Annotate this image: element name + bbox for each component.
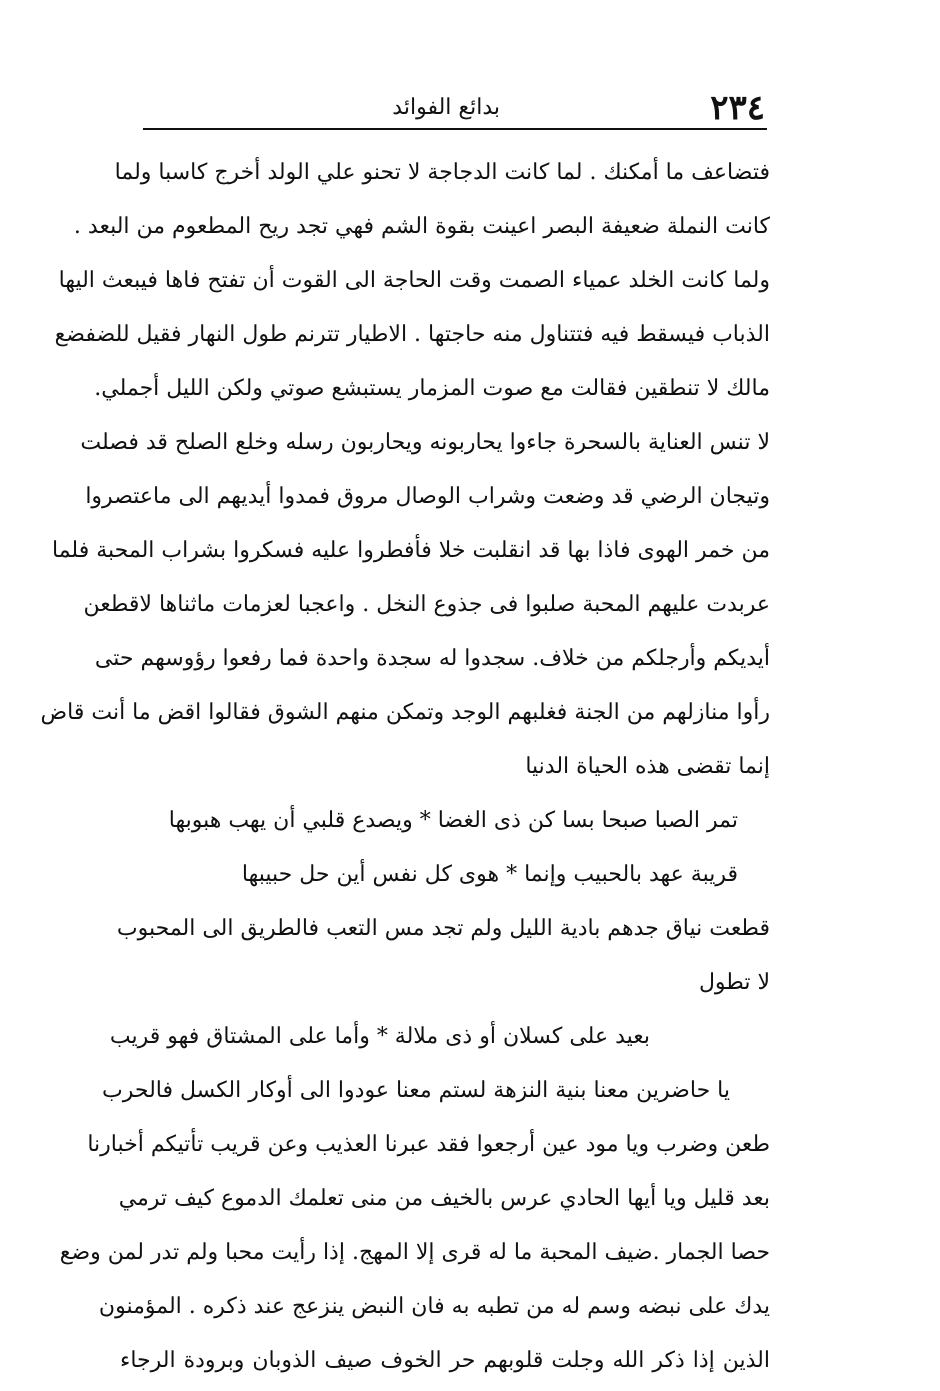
text-line: الذين إذا ذكر الله وجلت قلوبهم حر الخوف صيف الذوبان وبرودة الرجاء [120, 1348, 770, 1373]
text-line: رأوا منازلهم من الجنة فغلبهم الوجد وتمكن منهم الشوق فقالوا اقض ما أنت قاض [40, 700, 770, 725]
text-line: لا تنس العناية بالسحرة جاءوا يحاربونه ويحاربون رسله وخلع الصلح قد فصلت [80, 430, 770, 455]
text-line: الذباب فيسقط فيه فتتناول منه حاجتها . الاطيار تترنم طول النهار فقيل للضفضع [54, 322, 770, 347]
text-line: فتضاعف ما أمكنك . لما كانت الدجاجة لا تحنو علي الولد أخرج كاسبا ولما [114, 160, 770, 185]
text-line: كانت النملة ضعيفة البصر اعينت بقوة الشم فهي تجد ريح المطعوم من البعد . [73, 214, 770, 239]
page-number: ٢٣٤ [710, 88, 765, 128]
running-title: بدائع الفوائد [392, 95, 500, 120]
text-line: لا تطول [698, 970, 770, 995]
text-line: عربدت عليهم المحبة صلبوا فى جذوع النخل . واعجبا لعزمات ماثناها لاقطعن [83, 592, 770, 617]
text-line: بعد قليل ويا أيها الحادي عرس بالخيف من منى تعلمك الدموع كيف ترمي [118, 1186, 770, 1211]
verse-block [109, 794, 770, 1064]
text-line: إنما تقضى هذه الحياة الدنيا [525, 754, 770, 779]
header-rule [143, 128, 767, 130]
text-line: مالك لا تنطقين فقالت مع صوت المزمار يستبشع صوتي ولكن الليل أجملي. [94, 376, 770, 401]
prose-block-2 [59, 1064, 770, 1388]
verse-line: بعيد على كسلان أو ذى ملالة * وأما على المشتاق فهو قريب [109, 1024, 650, 1049]
text-line: حصا الجمار .ضيف المحبة ما له قرى إلا المهج. إذا رأيت محبا ولم تدر لمن وضع [59, 1240, 770, 1265]
verse-line: تمر الصبا صبحا بسا كن ذى الغضا * ويصدع قلبي أن يهب هبوبها [168, 808, 738, 833]
text-line: ولما كانت الخلد عمياء الصمت وقت الحاجة الى القوت أن تفتح فاها فيبعث اليها [58, 268, 770, 293]
prose-block-1 [40, 146, 770, 794]
text-line: يدك على نبضه وسم له من تطبه به فان النبض ينزعج عند ذكره . المؤمنون [98, 1294, 770, 1319]
text-line: طعن وضرب ويا مود عين أرجعوا فقد عبرنا العذيب وعن قريب تأتيكم أخبارنا [87, 1132, 770, 1157]
text-line: قطعت نياق جدهم بادية الليل ولم تجد مس التعب فالطريق الى المحبوب [116, 916, 770, 941]
text-line: يا حاضرين معنا بنية النزهة لستم معنا عودوا الى أوكار الكسل فالحرب [102, 1078, 730, 1103]
text-line: من خمر الهوى فاذا بها قد انقلبت خلا فأفطروا عليه فسكروا بشراب المحبة فلما [52, 538, 770, 563]
verse-line: قريبة عهد بالحبيب وإنما * هوى كل نفس أين حل حبيبها [241, 862, 738, 887]
text-line: وتيجان الرضي قد وضعت وشراب الوصال مروق فمدوا أيديهم الى ماعتصروا [85, 484, 770, 509]
text-line: أيديكم وأرجلكم من خلاف. سجدوا له سجدة واحدة فما رفعوا رؤوسهم حتى [94, 646, 770, 671]
page-header [145, 88, 765, 128]
